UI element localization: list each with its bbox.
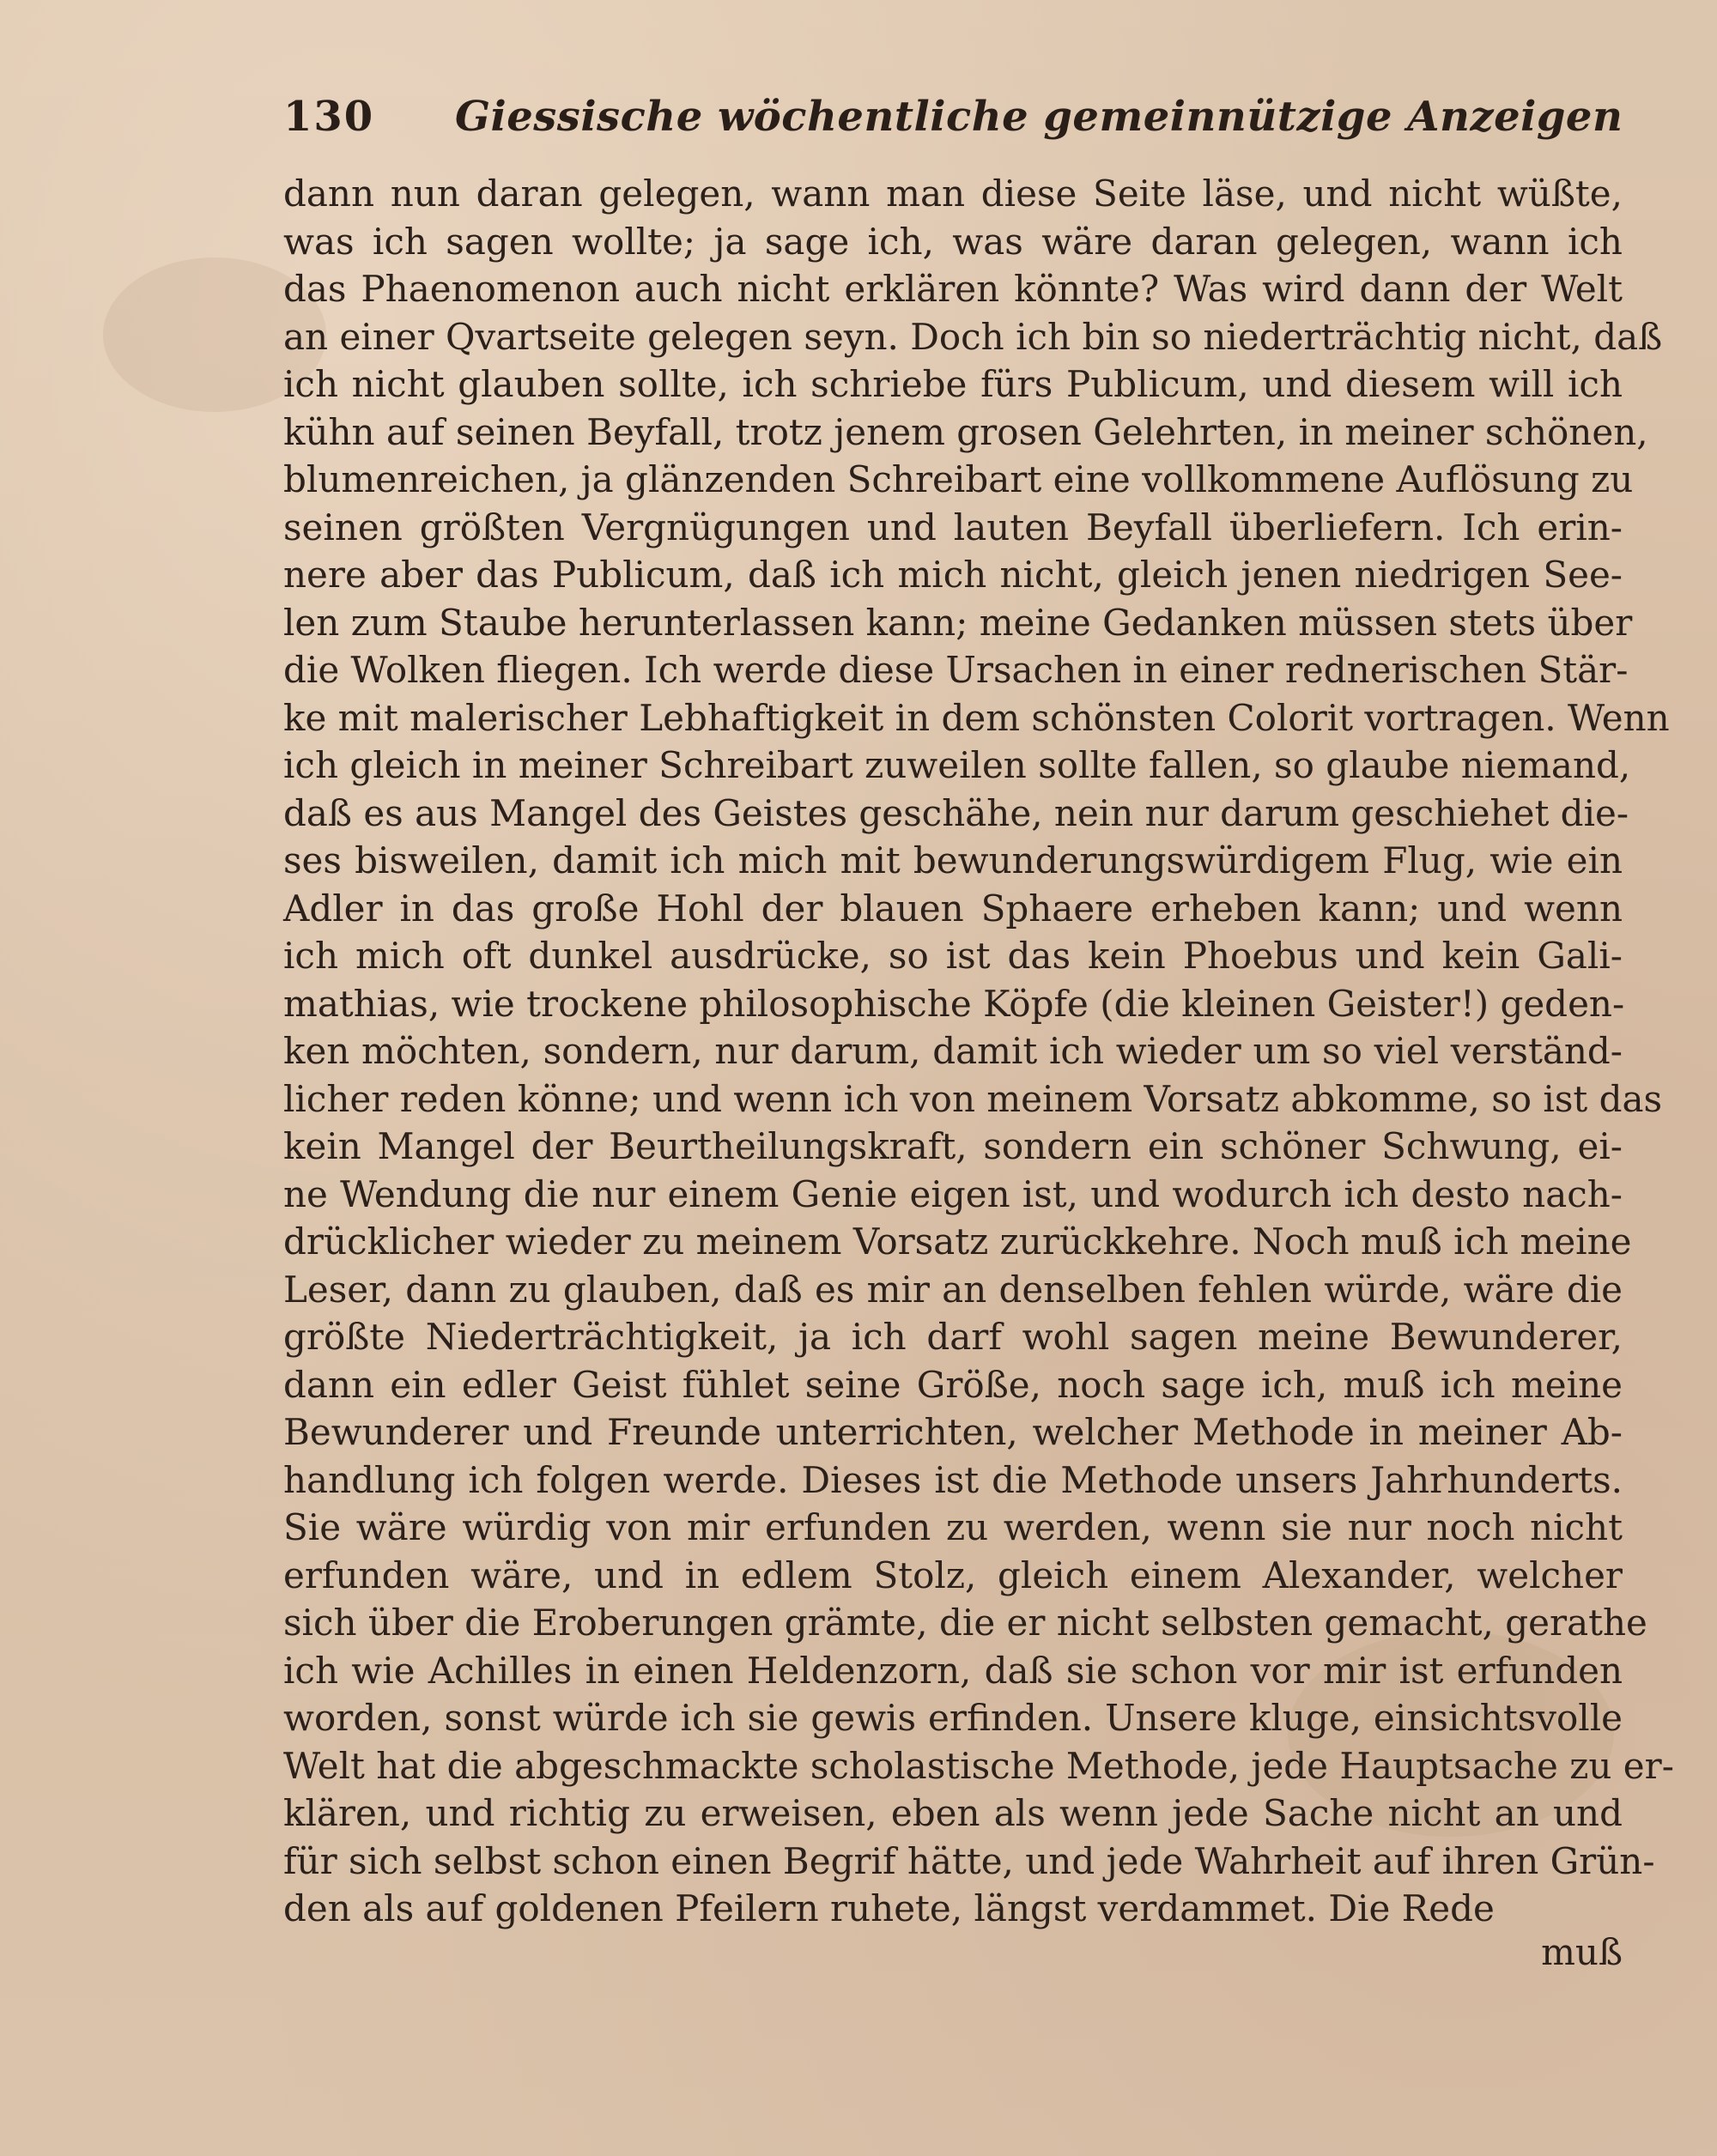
catchword: muß: [1541, 1931, 1623, 1973]
text-line: größte Niederträchtigkeit, ja ich darf wohl sagen meine Bewunderer,: [283, 1316, 1623, 1358]
text-line: ich nicht glauben sollte, ich schriebe fürs Publicum, und diesem will ich: [283, 363, 1623, 405]
text-line: mathias, wie trockene philosophische Köpfe (die kleinen Geister!) geden-: [283, 982, 1625, 1025]
text-line: Welt hat die abgeschmackte scholastische Methode, jede Hauptsache zu er-: [283, 1744, 1674, 1787]
text-line: ke mit malerischer Lebhaftigkeit in dem schönsten Colorit vortragen. Wenn: [283, 696, 1670, 739]
text-line: seinen größten Vergnügungen und lauten Beyfall überliefern. Ich erin-: [283, 506, 1623, 548]
running-head: Giessische wöchentliche gemeinnützige Anzeigen: [455, 93, 1623, 141]
text-line: ich gleich in meiner Schreibart zuweilen sollte fallen, so glaube niemand,: [283, 744, 1631, 786]
text-line: dann nun daran gelegen, wann man diese Seite läse, und nicht wüßte,: [283, 173, 1623, 215]
page-number: 130: [283, 93, 375, 141]
text-line: was ich sagen wollte; ja sage ich, was wäre daran gelegen, wann ich: [283, 220, 1623, 263]
page-header: [283, 93, 1623, 153]
text-line: ich mich oft dunkel ausdrücke, so ist das kein Phoebus und kein Gali-: [283, 935, 1623, 977]
text-line: handlung ich folgen werde. Dieses ist die Methode unsers Jahrhunderts.: [283, 1458, 1623, 1501]
text-line: Bewunderer und Freunde unterrichten, welcher Methode in meiner Ab-: [283, 1411, 1623, 1453]
text-line: klären, und richtig zu erweisen, eben als wenn jede Sache nicht an und: [283, 1792, 1623, 1834]
text-line: nere aber das Publicum, daß ich mich nicht, gleich jenen niedrigen See-: [283, 554, 1623, 596]
text-line: sich über die Eroberungen grämte, die er nicht selbsten gemacht, gerathe: [283, 1602, 1647, 1644]
text-line: ken möchten, sondern, nur darum, damit ich wieder um so viel verständ-: [283, 1030, 1623, 1072]
text-line: daß es aus Mangel des Geistes geschähe, nein nur darum geschiehet die-: [283, 791, 1629, 834]
body-text: [283, 170, 1674, 1933]
text-line: ne Wendung die nur einem Genie eigen ist, und wodurch ich desto nach-: [283, 1172, 1623, 1215]
text-line: licher reden könne; und wenn ich von meinem Vorsatz abkomme, so ist das: [283, 1077, 1663, 1120]
text-line: für sich selbst schon einen Begrif hätte, und jede Wahrheit auf ihren Grün-: [283, 1839, 1655, 1882]
text-line: ses bisweilen, damit ich mich mit bewunderungswürdigem Flug, wie ein: [283, 839, 1623, 881]
text-line: blumenreichen, ja glänzenden Schreibart eine vollkommene Auflösung zu: [283, 458, 1634, 500]
text-line: dann ein edler Geist fühlet seine Größe, noch sage ich, muß ich meine: [283, 1363, 1623, 1406]
text-line: drücklicher wieder zu meinem Vorsatz zurückkehre. Noch muß ich meine: [283, 1220, 1632, 1263]
text-line: Adler in das große Hohl der blauen Sphaere erheben kann; und wenn: [283, 887, 1623, 930]
text-line: die Wolken fliegen. Ich werde diese Ursachen in einer rednerischen Stär-: [283, 649, 1629, 691]
text-line: an einer Qvartseite gelegen seyn. Doch ich bin so niederträchtig nicht, daß: [283, 315, 1663, 358]
text-line: erfunden wäre, und in edlem Stolz, gleich einem Alexander, welcher: [283, 1553, 1623, 1596]
text-line: kühn auf seinen Beyfall, trotz jenem grosen Gelehrten, in meiner schönen,: [283, 410, 1648, 453]
text-line: das Phaenomenon auch nicht erklären könnte? Was wird dann der Welt: [283, 268, 1623, 310]
text-line: kein Mangel der Beurtheilungskraft, sondern ein schöner Schwung, ei-: [283, 1125, 1623, 1167]
text-line: ich wie Achilles in einen Heldenzorn, daß sie schon vor mir ist erfunden: [283, 1649, 1623, 1692]
text-line: worden, sonst würde ich sie gewis erfinden. Unsere kluge, einsichtsvolle: [283, 1697, 1623, 1739]
text-line: den als auf goldenen Pfeilern ruhete, längst verdammet. Die Rede: [283, 1887, 1495, 1929]
text-line: Leser, dann zu glauben, daß es mir an denselben fehlen würde, wäre die: [283, 1268, 1623, 1311]
text-line: Sie wäre würdig von mir erfunden zu werden, wenn sie nur noch nicht: [283, 1506, 1623, 1548]
text-line: len zum Staube herunterlassen kann; meine Gedanken müssen stets über: [283, 601, 1633, 644]
